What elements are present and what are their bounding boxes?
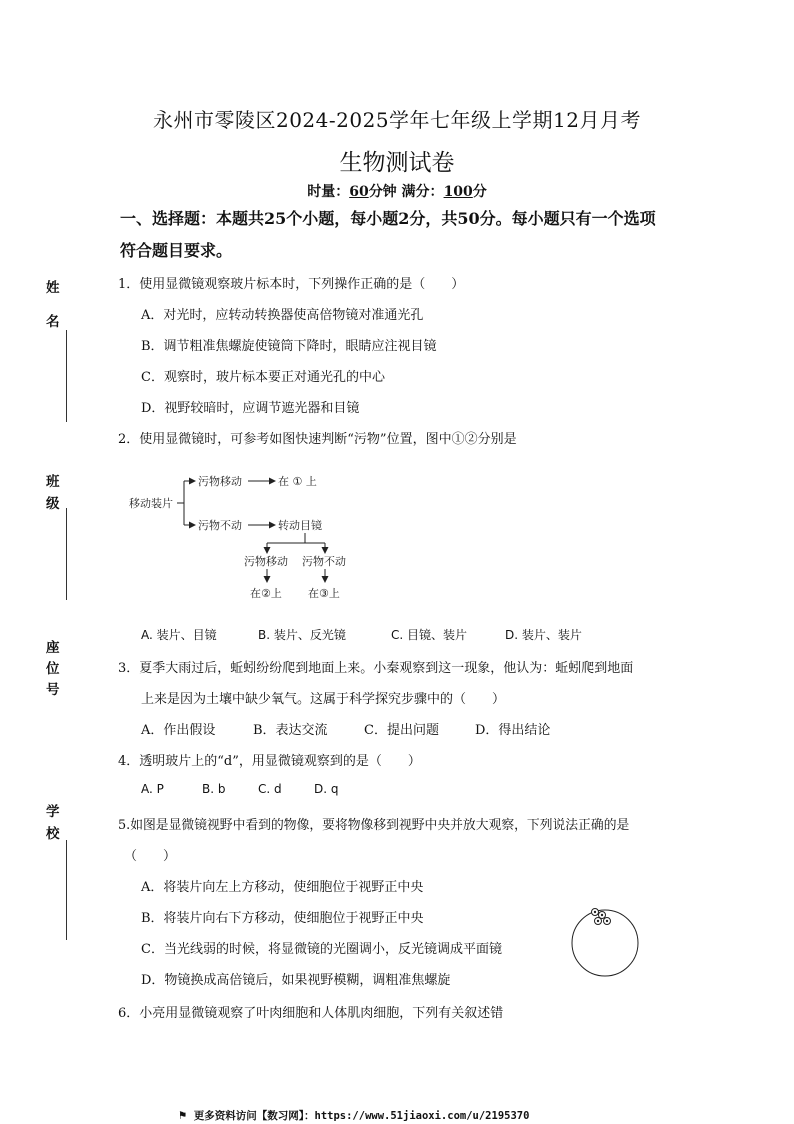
diagram-bottom-branch: 污物不动 [198, 519, 242, 532]
sidebar-school-line [66, 840, 67, 940]
sidebar-name-char1: 姓 [46, 280, 60, 296]
q3-stem-line2: 上来是因为土壤中缺少氧气。这属于科学探究步骤中的（ ） [141, 692, 506, 707]
section-heading-line1: 一、选择题：本题共25个小题，每小题2分，共50分。每小题只有一个选项 [120, 209, 656, 228]
q5-option-d: D．物镜换成高倍镜后，如果视野模糊，调粗准焦螺旋 [141, 973, 451, 988]
diagram-turn: 转动目镜 [278, 519, 322, 532]
q5-option-b: B．将装片向右下方移动，使细胞位于视野正中央 [141, 911, 424, 926]
diagram-right-result: 在③上 [308, 587, 340, 600]
q2-option-a: A. 装片、目镜 [141, 628, 217, 642]
q4-option-c: C. d [258, 782, 282, 796]
q2-option-b: B. 装片、反光镜 [258, 628, 346, 642]
sidebar-seat-char3: 号 [46, 682, 60, 698]
diagram-left-leaf: 污物移动 [244, 555, 288, 568]
sidebar-class-char1: 班 [46, 474, 60, 490]
meta-prefix: 时量： [307, 184, 350, 200]
q1-option-b: B．调节粗准焦螺旋使镜筒下降时，眼睛应注视目镜 [141, 339, 437, 354]
sidebar-name-line [66, 330, 67, 422]
meta-mid: 分钟 满分： [368, 184, 444, 200]
sidebar-class-line [66, 508, 67, 600]
q1-stem: 1．使用显微镜观察玻片标本时，下列操作正确的是（ ） [118, 277, 465, 292]
diagram-right-leaf: 污物不动 [302, 555, 346, 568]
time-value: 60 [349, 184, 369, 200]
section-heading-line2: 符合题目要求。 [120, 241, 233, 260]
diagram-left-result: 在②上 [250, 587, 282, 600]
q3-option-a: A．作出假设 [141, 723, 216, 738]
exam-title: 永州市零陵区2024-2025学年七年级上学期12月月考 [152, 108, 641, 132]
footer-text: 更多资料访问【数习网】：https://www.51jiaoxi.com/u/2195370 [193, 1110, 530, 1122]
meta-suffix: 分 [472, 184, 487, 200]
exam-subtitle: 生物测试卷 [339, 150, 455, 176]
q1-option-c: C．观察时，玻片标本要正对通光孔的中心 [141, 370, 385, 385]
q3-stem-line1: 3．夏季大雨过后，蚯蚓纷纷爬到地面上来。小秦观察到这一现象，他认为：蚯蚓爬到地面 [118, 661, 634, 676]
sidebar-name-char2: 名 [46, 314, 60, 330]
q4-option-d: D. q [314, 782, 339, 796]
q5-option-c: C．当光线弱的时候，将显微镜的光圈调小，反光镜调成平面镜 [141, 942, 502, 957]
q6-stem: 6．小亮用显微镜观察了叶肉细胞和人体肌肉细胞，下列有关叙述错 [118, 1006, 504, 1021]
sidebar-seat-char2: 位 [46, 661, 60, 677]
q2-flow-diagram [125, 465, 365, 610]
q1-option-a: A．对光时，应转动转换器使高倍物镜对准通光孔 [141, 308, 424, 323]
q2-stem: 2．使用显微镜时，可参考如图快速判断“污物”位置，图中①②分别是 [118, 432, 517, 447]
cell-cluster [592, 909, 611, 925]
q5-option-a: A．将装片向左上方移动，使细胞位于视野正中央 [141, 880, 424, 895]
q5-stem-line2: （ ） [124, 849, 177, 864]
sidebar-school-char1: 学 [46, 804, 60, 820]
q3-option-c: C．提出问题 [364, 723, 439, 738]
q4-option-a: A. P [141, 782, 164, 796]
sidebar-seat-char1: 座 [46, 640, 60, 656]
footer-link[interactable] [178, 1108, 529, 1123]
microscope-field-of-view [569, 897, 641, 989]
q3-option-d: D．得出结论 [475, 723, 551, 738]
diagram-root: 移动装片 [129, 497, 173, 510]
q4-option-b: B. b [202, 782, 226, 796]
q3-option-b: B．表达交流 [253, 723, 328, 738]
sidebar-school-char2: 校 [46, 826, 60, 842]
q2-option-d: D. 装片、装片 [505, 628, 582, 642]
exam-meta [0, 181, 794, 201]
diagram-top-result: 在 ① 上 [278, 475, 317, 488]
q5-stem-line1: 5.如图是显微镜视野中看到的物像，要将物像移到视野中央并放大观察，下列说法正确的是 [118, 818, 630, 833]
flag-icon: ⚑ [178, 1110, 188, 1122]
sidebar-class-char2: 级 [46, 496, 60, 512]
score-value: 100 [443, 184, 473, 200]
q2-option-c: C. 目镜、装片 [391, 628, 468, 642]
diagram-top-branch: 污物移动 [198, 475, 242, 488]
q4-stem: 4．透明玻片上的“d”，用显微镜观察到的是（ ） [118, 754, 421, 769]
q1-option-d: D．视野较暗时，应调节遮光器和目镜 [141, 401, 360, 416]
